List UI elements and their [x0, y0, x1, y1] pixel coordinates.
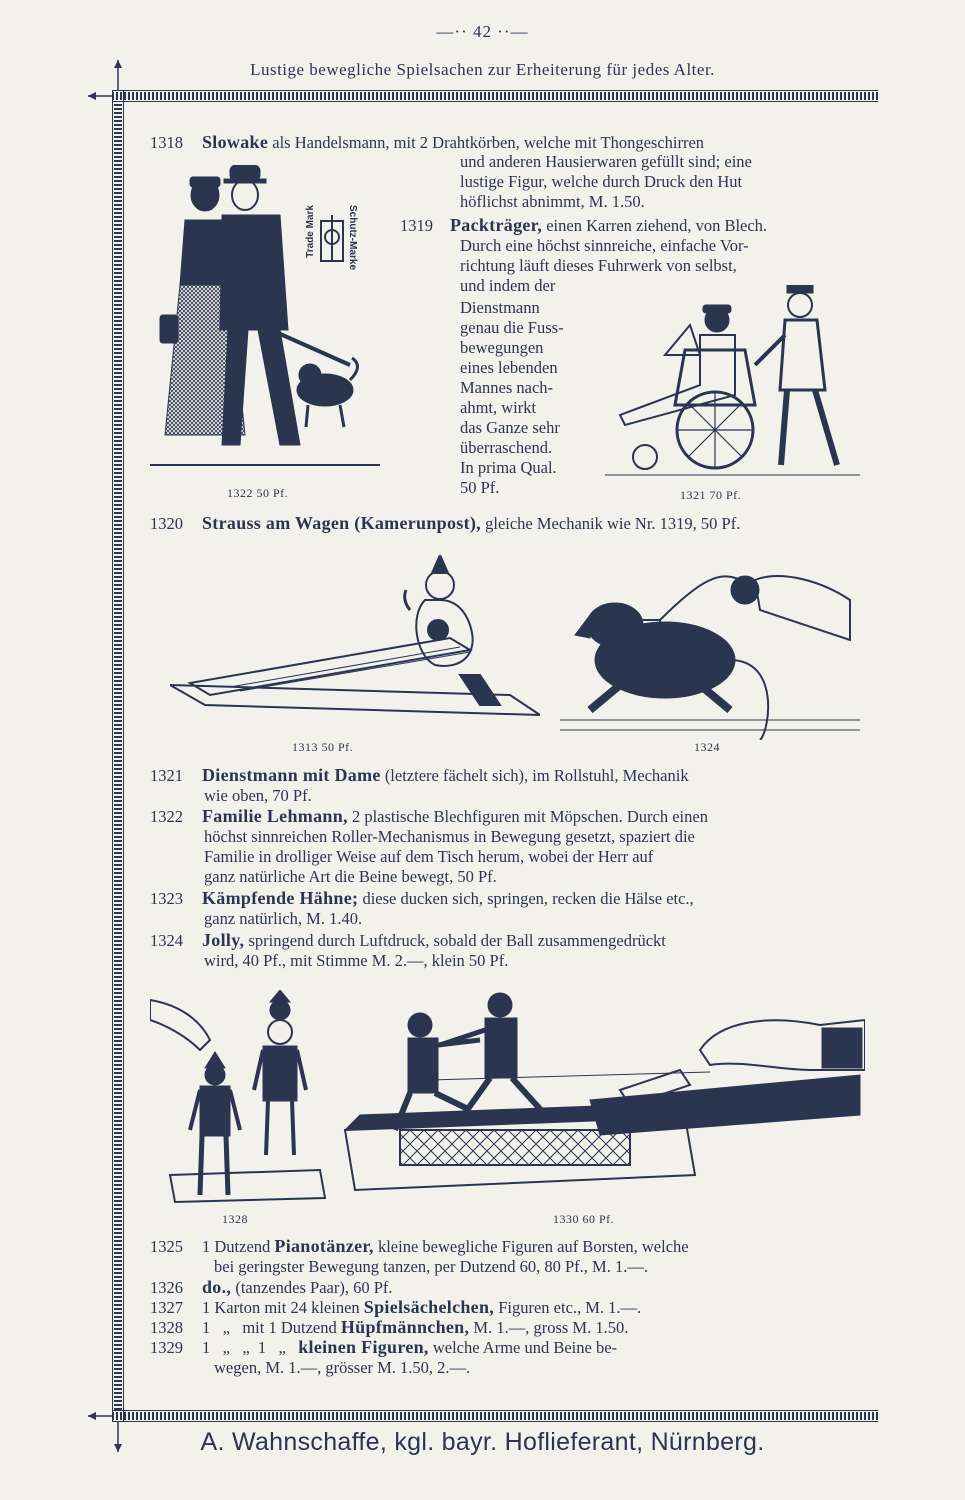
entry-1323: 1323 Kämpfende Hähne; diese ducken sich, springen, recken die Hälse etc., ganz natürlich, M. 1.40. [150, 888, 694, 928]
trademark-block [305, 205, 365, 275]
entry-1318: 1318 Slowake als Handelsmann, mit 2 Drahtkörben, welche mit Thongeschirren [150, 132, 705, 152]
illustration-dienstmann-dame [605, 285, 860, 480]
caption-1328: 1328 [222, 1212, 248, 1226]
entry-1326: 1326 do., (tanzendes Paar), 60 Pf. [150, 1277, 393, 1297]
entry-1319-column: Dienstmann genau die Fuss- bewegungen eines lebenden Mannes nach- ahmt, wirkt das Ganze sehr überraschend. In prima Qual. 50 Pf. [460, 298, 564, 497]
entry-1319-cont: Durch eine höchst sinnreiche, einfache Vor- richtung läuft dieses Fuhrwerk von selbst, und indem der [460, 236, 749, 295]
entry-1320: 1320 Strauss am Wagen (Kamerunpost), gleiche Mechanik wie Nr. 1319, 50 Pf. [150, 513, 741, 533]
illustration-ringer [340, 990, 865, 1200]
caption-1322: 1322 50 Pf. [227, 486, 289, 500]
entry-1321: 1321 Dienstmann mit Dame (letztere fächelt sich), im Rollstuhl, Mechanik wie oben, 70 Pf. [150, 765, 689, 805]
running-head: Lustige bewegliche Spielsachen zur Erheiterung für jedes Alter. [250, 60, 715, 79]
entry-1325: 1325 1 Dutzend Pianotänzer, kleine bewegliche Figuren auf Borsten, welche bei geringster Bewegung tanzen, per Dutzend 60, 80 Pf., M. 1.—. [150, 1236, 689, 1276]
trademark-left: Trade Mark [305, 205, 316, 258]
trademark-right: Schutz-Marke [347, 205, 358, 271]
entry-1319: 1319 Packträger, einen Karren ziehend, von Blech. [400, 215, 768, 235]
trademark-logo-icon [319, 215, 345, 265]
entry-1329: 1329 1 „ „ 1 „ kleinen Figuren, welche Arme und Beine be- wegen, M. 1.—, grösser M. 1.50, 2.—. [150, 1337, 618, 1377]
illustration-jolly-dog [560, 560, 860, 740]
entry-1318-cont: und anderen Hausierwaren gefüllt sind; eine lustige Figur, welche durch Druck den Hut höflichst abnimmt, M. 1.50. [460, 152, 752, 211]
caption-1321: 1321 70 Pf. [680, 488, 742, 502]
entry-1322: 1322 Familie Lehmann, 2 plastische Blechfiguren mit Möpschen. Durch einen höchst sinnreichen Roller-Mechanismus in Bewegung gesetzt, spaziert die Familie in drolliger Weise auf dem Tisch herum, wobei der Herr auf ganz natürliche Art die Beine bewegt, 50 Pf. [150, 806, 708, 886]
publisher-footer: A. Wahnschaffe, kgl. bayr. Hoflieferant, Nürnberg. [200, 1428, 765, 1456]
entry-1328: 1328 1 „ mit 1 Dutzend Hüpfmännchen, M. 1.—, gross M. 1.50. [150, 1317, 629, 1337]
page-number: —·· 42 ··— [436, 22, 529, 41]
caption-1324: 1324 [694, 740, 720, 754]
caption-1330: 1330 60 Pf. [553, 1212, 615, 1226]
caption-1313: 1313 50 Pf. [292, 740, 354, 754]
entry-1327: 1327 1 Karton mit 24 kleinen Spielsächelchen, Figuren etc., M. 1.—. [150, 1297, 642, 1317]
entry-1324: 1324 Jolly, springend durch Luftdruck, sobald der Ball zusammengedrückt wird, 40 Pf., mit Stimme M. 2.—, klein 50 Pf. [150, 930, 666, 970]
illustration-huepfmaennchen [150, 990, 330, 1205]
illustration-jolly-clown [170, 555, 540, 725]
